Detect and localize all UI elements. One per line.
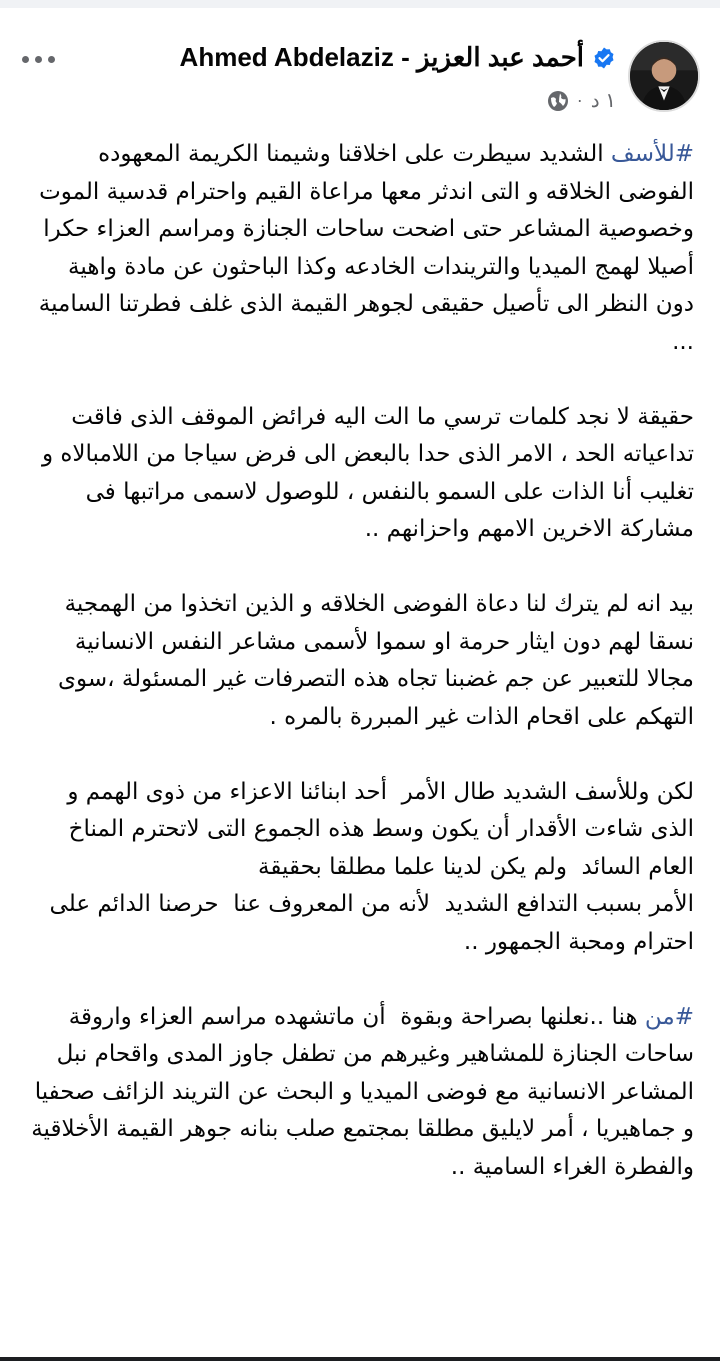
post-paragraph-3: بيد انه لم يترك لنا دعاة الفوضى الخلاقه و الذين اتخذوا من الهمجية نسقا لهم دون ايثار حرمة او سموا لأسمى مشاعر النفس الانسانية مجالا للتعبير عن جم غضبنا تجاه هذه التصرفات غير المسئولة ،سوى التهكم على اقحام الذات غير المبررة بالمره . xyxy=(50,591,694,730)
post-paragraph-2: حقيقة لا نجد كلمات ترسي ما الت اليه فرائض الموقف الذى فاقت تداعياته الحد ، الامر الذى حدا بالبعض الى فرض سياجا من اللامبالاه و تغليب أنا الذات على السمو بالنفس ، للوصول لاسمى مراتبها فى مشاركة الاخرين الامهم واحزانهم .. xyxy=(34,403,694,542)
bottom-edge xyxy=(0,1357,720,1361)
avatar-image xyxy=(630,42,698,110)
verified-badge-icon xyxy=(592,46,616,70)
globe-icon[interactable] xyxy=(547,90,569,112)
hashtag-link[interactable]: #من xyxy=(644,1003,694,1030)
post-meta xyxy=(547,88,616,113)
meta-separator: · xyxy=(576,90,583,110)
author-avatar[interactable] xyxy=(628,40,700,112)
post-paragraph-4: لكن وللأسف الشديد طال الأمر أحد ابنائنا الاعزاء من ذوى الهمم و الذى شاءت الأقدار أن يكون وسط هذه الجموع التى لاتحترم المناخ العام السائد ولم يكن لدينا علما مطلقا بحقيقة الأمر بسبب التدافع الشديد لأنه من المعروف عنا حرصنا الدائم على احترام ومحبة الجمهور .. xyxy=(49,778,694,955)
post-header xyxy=(0,30,720,120)
author-name-row xyxy=(180,42,616,73)
more-options-icon[interactable] xyxy=(18,44,58,74)
author-name[interactable]: أحمد عبد العزيز - Ahmed Abdelaziz xyxy=(179,42,584,72)
post-time[interactable]: ١ د xyxy=(590,90,616,112)
post-paragraph-1 xyxy=(30,136,694,361)
top-divider xyxy=(0,0,720,8)
hashtag-link[interactable]: #للأسف xyxy=(610,141,694,167)
post-body xyxy=(23,136,694,1224)
paragraph-text: الشديد سيطرت على اخلاقنا وشيمنا الكريمة المعهوده الفوضى الخلاقه و التى اندثر معها مراعاة القيم واحترام قدسية الموت وخصوصية المشاعر حتى اضحت ساحات الجنازة ومراسم العزاء حكرا أصيلا لهمج الميديا والتريندات الخادعه وكذا الباحثون عن مادة واهية دون النظر الى تأصيل حقيقى لجوهر القيمة الذى غلف فطرتنا السامية ... xyxy=(31,141,694,355)
post-paragraph-5 xyxy=(23,999,694,1187)
paragraph-text: هنا ..نعلنها بصراحة وبقوة أن ماتشهده مراسم العزاء واروقة ساحات الجنازة للمشاهير وغيرهم من تطفل جاوز المدى واقحام نبل المشاعر الانسانية مع فوضى الميديا و البحث عن التريند الزائف صحفيا و جماهيريا ، أمر لايليق مطلقا بمجتمع صلب بنانه جوهر القيمة الأخلاقية والفطرة الغراء السامية .. xyxy=(23,1003,694,1180)
